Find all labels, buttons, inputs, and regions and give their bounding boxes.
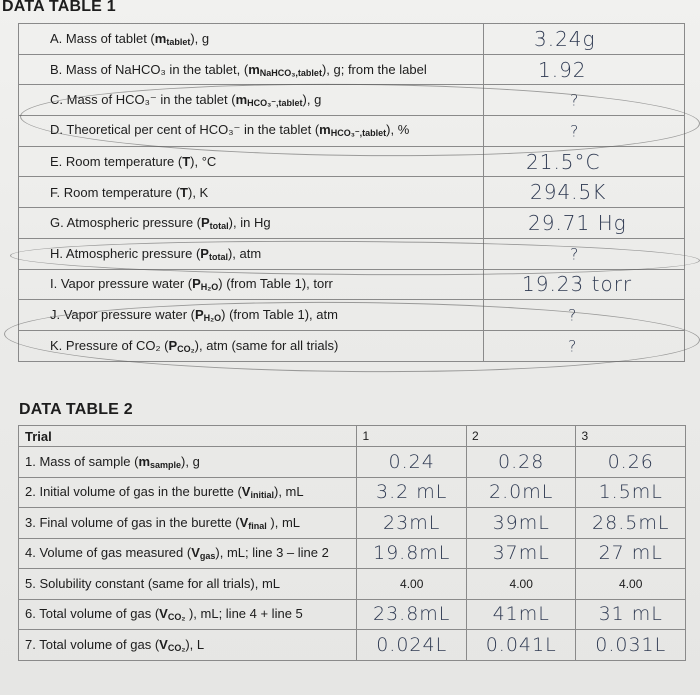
variable-subscript: H₂O [200, 282, 219, 293]
trial-value-cell [357, 599, 467, 630]
value-cell [484, 54, 685, 85]
handwritten-value: 1.5mL [598, 481, 663, 504]
table-2-row [19, 447, 686, 478]
handwritten-value: 0.24 [388, 450, 435, 473]
handwritten-value: 23mL [383, 511, 441, 534]
handwritten-value: 0.041L [485, 633, 557, 656]
label-text: 5. Solubility constant (same for all trials), mL [25, 576, 281, 592]
label-suffix: ), K [188, 184, 209, 200]
handwritten-value: 1.92 [538, 57, 587, 82]
handwritten-value: ? [570, 244, 580, 264]
value-cell [484, 85, 685, 116]
table-2-row [19, 508, 686, 539]
value-cell [484, 24, 685, 55]
variable-letter: m [248, 61, 260, 77]
label-suffix: ), g; from the label [321, 61, 427, 77]
trial-value-cell [466, 508, 576, 539]
trial-value-cell [466, 599, 576, 630]
variable-symbol: T [180, 184, 188, 200]
table-1-row [19, 208, 685, 239]
printed-value: 4.00 [400, 577, 424, 592]
variable-subscript: tablet [166, 36, 191, 47]
table-2-header-row [19, 426, 686, 447]
trial-value-cell [576, 630, 686, 661]
trial-number: 3 [581, 429, 589, 443]
trial-number: 1 [362, 429, 370, 443]
variable-symbol [200, 246, 228, 261]
variable-letter: m [235, 91, 248, 107]
variable-letter: P [201, 214, 210, 230]
trial-value-cell [357, 538, 467, 569]
label-suffix: ), °C [190, 154, 217, 170]
handwritten-value: ? [568, 336, 578, 356]
table-1-row [19, 238, 685, 269]
label-suffix: ) (from Table 1), atm [221, 307, 338, 323]
variable-letter: m [138, 453, 150, 469]
variable-letter: V [159, 606, 168, 622]
variable-letter: m [154, 30, 167, 46]
label-text: I. Vapor pressure water ( [50, 276, 193, 292]
label-text: J. Vapor pressure water ( [50, 307, 195, 323]
variable-subscript: total [208, 251, 228, 262]
variable-symbol [159, 637, 185, 652]
data-table-1 [18, 23, 685, 362]
variable-symbol [168, 338, 194, 353]
handwritten-value: 21.5°C [526, 149, 601, 174]
variable-subscript: CO₂ [167, 642, 186, 653]
label-text: A. Mass of tablet ( [50, 30, 155, 46]
variable-symbol [138, 454, 181, 469]
table-1-row [19, 177, 685, 208]
table-1-row [19, 24, 685, 55]
label-suffix: ), mL [273, 484, 304, 500]
row-label [19, 630, 357, 661]
value-cell [484, 330, 685, 361]
handwritten-value: 0.26 [607, 450, 654, 473]
variable-symbol: T [182, 154, 191, 170]
variable-symbol [240, 515, 267, 530]
variable-subscript: CO₂ [177, 343, 195, 354]
variable-letter: P [194, 307, 204, 323]
table-2-row [19, 477, 686, 508]
label-text: 4. Volume of gas measured ( [25, 545, 192, 561]
table-1-row [19, 116, 685, 147]
row-label [19, 599, 357, 630]
variable-letter: V [241, 484, 251, 500]
trial-value-cell [357, 447, 467, 478]
variable-subscript: NaHCO₃,tablet [259, 67, 322, 78]
row-label [19, 538, 357, 569]
table-2-row [19, 630, 686, 661]
row-label [19, 269, 484, 300]
row-label [19, 447, 357, 478]
trial-value-cell [466, 569, 576, 600]
row-label [19, 330, 484, 361]
data-table-1-title: DATA TABLE 1 [2, 0, 116, 15]
data-table-2 [18, 425, 686, 661]
trial-value-cell [357, 569, 467, 600]
trial-value-cell [576, 538, 686, 569]
label-text: B. Mass of NaHCO₃ in the tablet, ( [50, 61, 249, 77]
handwritten-value: 29.71 Hg [528, 210, 627, 235]
table-1-row [19, 330, 685, 361]
label-suffix: ), atm (same for all trials) [194, 337, 339, 353]
variable-symbol [236, 92, 303, 107]
value-cell [484, 238, 685, 269]
variable-subscript: HCO₃⁻,tablet [330, 128, 387, 139]
variable-letter: V [239, 514, 249, 530]
row-label [19, 24, 484, 55]
handwritten-value: 0.031L [595, 633, 667, 656]
row-label [19, 146, 484, 177]
variable-letter: V [159, 636, 168, 652]
printed-value: 4.00 [509, 577, 533, 592]
label-text: H. Atmospheric pressure ( [50, 245, 201, 261]
trial-value-cell [357, 508, 467, 539]
variable-letter: P [192, 276, 201, 292]
handwritten-value: 23.8mL [372, 603, 451, 626]
variable-symbol [159, 606, 185, 621]
variable-symbol [201, 215, 229, 230]
row-label [19, 116, 484, 147]
handwritten-value: 3.2 mL [376, 481, 448, 504]
handwritten-value: ? [568, 305, 578, 325]
row-label [19, 569, 357, 600]
label-suffix: ), in Hg [228, 214, 271, 230]
variable-symbol [155, 31, 191, 46]
variable-symbol [195, 307, 221, 322]
label-suffix: ), g [190, 30, 210, 46]
trial-number-cell [357, 426, 467, 447]
data-table-2-title: DATA TABLE 2 [19, 401, 133, 418]
variable-subscript: initial [250, 490, 274, 501]
label-suffix: ), mL [266, 514, 301, 530]
variable-letter: P [168, 337, 178, 353]
row-label [19, 300, 484, 331]
variable-subscript: HCO₃⁻,tablet [247, 97, 303, 108]
variable-subscript: H₂O [203, 313, 222, 324]
label-suffix: ), % [386, 122, 410, 138]
value-cell [484, 269, 685, 300]
table-1-row [19, 85, 685, 116]
variable-subscript: sample [150, 459, 182, 470]
handwritten-value: 37mL [492, 542, 550, 565]
trial-value-cell [466, 477, 576, 508]
handwritten-value: 19.23 torr [522, 272, 633, 297]
label-suffix: ), g [181, 453, 200, 469]
value-cell [484, 208, 685, 239]
label-text: 3. Final volume of gas in the burette ( [25, 514, 240, 530]
variable-symbol [248, 62, 322, 77]
row-label [19, 238, 484, 269]
printed-value: 4.00 [619, 577, 643, 592]
row-label [19, 177, 484, 208]
label-suffix: ), g [302, 91, 322, 107]
handwritten-value: 28.5mL [592, 511, 670, 534]
handwritten-value: ? [570, 121, 580, 141]
variable-symbol [191, 545, 215, 560]
value-cell [484, 116, 685, 147]
handwritten-value: 19.8mL [372, 542, 451, 565]
value-cell [484, 300, 685, 331]
label-suffix: ) (from Table 1), torr [218, 276, 333, 292]
trial-value-cell [576, 447, 686, 478]
variable-symbol [319, 122, 386, 137]
label-text: K. Pressure of CO₂ ( [50, 337, 169, 353]
handwritten-value: 0.024L [376, 633, 448, 656]
table-2-row [19, 569, 686, 600]
handwritten-value: 41mL [492, 603, 550, 626]
label-text: F. Room temperature ( [50, 184, 181, 200]
variable-subscript: total [209, 220, 229, 231]
trial-number: 2 [471, 429, 479, 443]
trial-value-cell [576, 508, 686, 539]
table-1-row [19, 300, 685, 331]
label-text: 6. Total volume of gas ( [25, 606, 160, 622]
label-text: E. Room temperature ( [50, 154, 183, 170]
variable-letter: m [319, 122, 331, 138]
variable-symbol [242, 484, 274, 499]
table-2-row [19, 538, 686, 569]
table-1-row [19, 269, 685, 300]
trial-value-cell [576, 569, 686, 600]
variable-subscript: gas [199, 551, 216, 562]
label-text: 7. Total volume of gas ( [25, 636, 160, 652]
handwritten-value: 2.0mL [489, 481, 554, 504]
variable-letter: V [191, 545, 200, 561]
handwritten-value: 3.24g [534, 26, 596, 51]
variable-symbol [192, 276, 218, 291]
value-cell [484, 177, 685, 208]
handwritten-value: 39mL [492, 511, 550, 534]
table-1-row [19, 54, 685, 85]
handwritten-value: 294.5K [530, 180, 607, 205]
trial-number-cell [576, 426, 686, 447]
label-text: C. Mass of HCO₃⁻ in the tablet ( [50, 91, 236, 107]
variable-letter: P [200, 245, 209, 261]
row-label [19, 208, 484, 239]
handwritten-value: 31 mL [598, 603, 663, 626]
label-suffix: ), mL; line 3 – line 2 [215, 545, 329, 561]
table-1-row [19, 146, 685, 177]
value-cell [484, 146, 685, 177]
trial-value-cell [466, 538, 576, 569]
trial-value-cell [466, 630, 576, 661]
trial-value-cell [576, 477, 686, 508]
trial-value-cell [576, 599, 686, 630]
handwritten-value: 27 mL [598, 542, 663, 565]
label-suffix: ), L [185, 636, 205, 652]
label-text: D. Theoretical per cent of HCO₃⁻ in the tablet ( [50, 122, 320, 138]
variable-subscript: final [248, 520, 267, 531]
handwritten-value: 0.28 [498, 450, 545, 473]
trial-value-cell [357, 477, 467, 508]
trial-header-label [19, 426, 357, 447]
label-text: 2. Initial volume of gas in the burette ( [25, 484, 242, 500]
label-text: G. Atmospheric pressure ( [50, 214, 201, 230]
label-suffix: ), mL; line 4 + line 5 [185, 606, 303, 622]
label-text: 1. Mass of sample ( [25, 453, 139, 469]
trial-label-text: Trial [25, 428, 52, 444]
handwritten-value: ? [570, 90, 580, 110]
trial-value-cell [466, 447, 576, 478]
row-label [19, 508, 357, 539]
trial-number-cell [466, 426, 576, 447]
row-label [19, 54, 484, 85]
row-label [19, 85, 484, 116]
trial-value-cell [357, 630, 467, 661]
label-suffix: ), atm [227, 245, 262, 261]
row-label [19, 477, 357, 508]
variable-subscript: CO₂ [167, 612, 186, 623]
table-2-row [19, 599, 686, 630]
